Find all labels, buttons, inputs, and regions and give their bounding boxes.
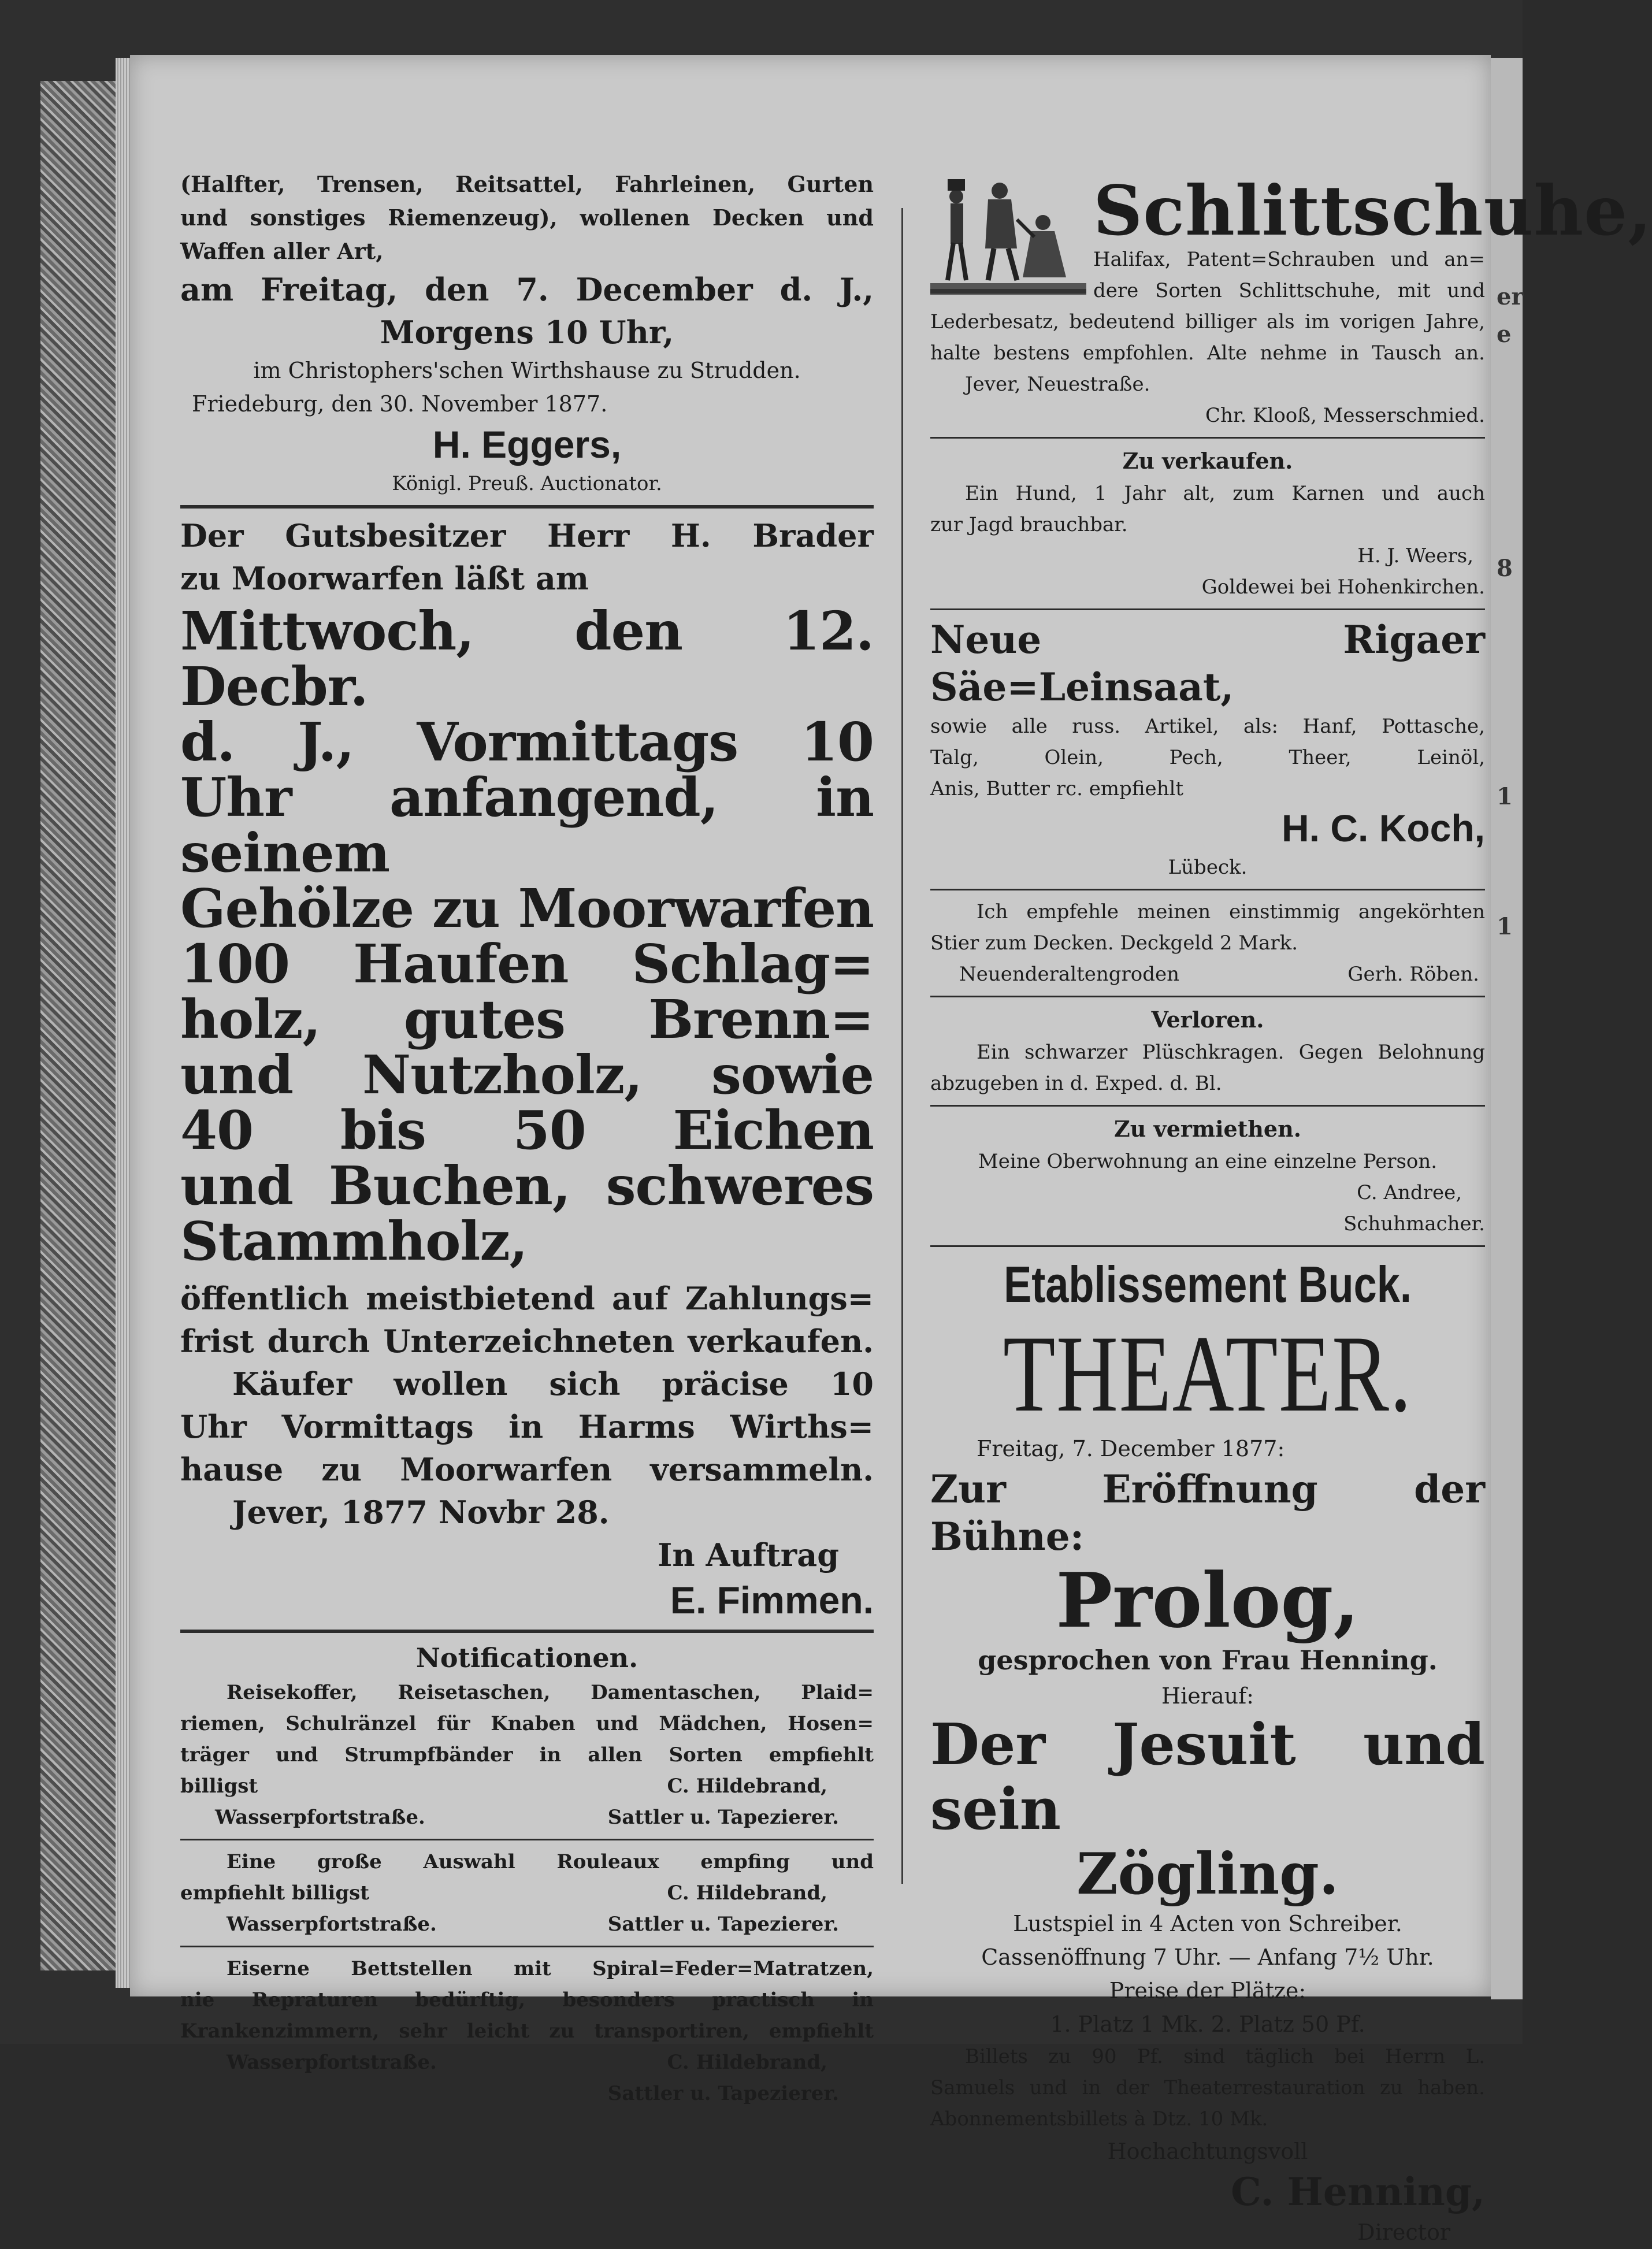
ad-line: abzugeben in d. Exped. d. Bl. <box>930 1072 1222 1095</box>
prices-heading: Preise der Plätze: <box>1109 1978 1306 2003</box>
auctioneer-title: Königl. Preuß. Auctionator. <box>392 472 662 495</box>
merchant-name: C. Hildebrand, <box>667 2051 827 2074</box>
performance-date: Freitag, 7. December 1877: <box>977 1436 1285 1461</box>
ad-skates <box>930 168 1652 431</box>
establishment-name: Etablissement Buck. <box>1004 1256 1412 1313</box>
ad-line: Stier zum Decken. Deckgeld 2 Mark. <box>930 931 1298 955</box>
ad-line: riemen, Schulränzel für Knaben und Mädchen, Hosen= <box>180 1712 874 1735</box>
ad-line: halte bestens empfohlen. Alte nehme in Tausch an. <box>930 342 1485 365</box>
dateline: Jever, 1877 Novbr 28. <box>232 1494 610 1531</box>
prolog-title: Prolog, <box>1056 1556 1360 1645</box>
ad-hildebrand-1 <box>180 1677 874 1833</box>
ad-big-line: 40 bis 50 Eichen <box>180 1099 874 1161</box>
ad-line: Talg, Olein, Pech, Theer, Leinöl, <box>930 746 1485 769</box>
ad-title: Schlittschuhe, <box>1093 170 1652 251</box>
auction-brader <box>180 514 874 1624</box>
ad-line: Eiserne Bettstellen mit Spiral=Feder=Matratzen, <box>227 1957 874 1980</box>
ad-rule <box>180 1946 874 1947</box>
play-title: Zögling. <box>1076 1841 1339 1907</box>
adjacent-page-edge <box>1491 58 1523 1999</box>
ad-line: Lederbesatz, bedeutend billiger als im vorigen Jahre, <box>930 310 1485 333</box>
ad-line: Halifax, Patent=Schrauben und an= <box>1093 248 1485 271</box>
auction-place: im Christophers'schen Wirthshause zu Strudden. <box>253 358 801 383</box>
skaters-illustration-icon <box>930 168 1086 300</box>
merchant-address: Wasserpfortstraße. <box>227 1913 437 1936</box>
ad-big-line: Mittwoch, den 12. Decbr. <box>180 600 874 718</box>
ad-big-line: Gehölze zu Moorwarfen <box>180 877 874 940</box>
ad-line: Ein Hund, 1 Jahr alt, zum Karnen und auch <box>965 482 1485 505</box>
merchant-name: C. Andree, <box>1357 1181 1462 1204</box>
play-genre: Lustspiel in 4 Acten von Schreiber. <box>1013 1911 1402 1936</box>
ad-line: und sonstiges Riemenzeug), wollenen Decken und <box>180 205 874 231</box>
merchant-name: Gerh. Röben. <box>1347 963 1479 986</box>
ad-line: Anis, Butter rc. empfiehlt <box>930 777 1184 800</box>
merchant-trade: Sattler u. Tapezierer. <box>607 2082 839 2105</box>
ad-place: Jever, Neuestraße. <box>965 373 1150 396</box>
merchant-trade: Sattler u. Tapezierer. <box>607 1913 839 1936</box>
ad-place: Lübeck. <box>1168 856 1248 879</box>
ad-line: Eine große Auswahl Rouleaux empfing und <box>227 1850 874 1873</box>
ad-line: nie Repraturen bedürftig, besonders practisch in <box>180 1988 874 2012</box>
ad-rule <box>930 1245 1485 1247</box>
ad-place: Neuenderaltengroden <box>959 963 1180 986</box>
theater-title: THEATER. <box>1003 1313 1413 1435</box>
merchant-address: Wasserpfortstraße. <box>215 1806 425 1829</box>
edge-glyph: e <box>1497 321 1512 348</box>
ad-line: empfiehlt billigst <box>180 1881 369 1905</box>
auction-date: am Freitag, den 7. December d. J., <box>180 271 874 308</box>
ad-line: Käufer wollen sich präcise 10 <box>232 1365 874 1402</box>
auction-time: Morgens 10 Uhr, <box>380 314 674 351</box>
ad-line: Meine Oberwohnung an eine einzelne Person. <box>978 1150 1438 1173</box>
merchant-trade: Schuhmacher. <box>1343 1212 1485 1235</box>
ad-big-line: holz, gutes Brenn= <box>180 988 874 1051</box>
ticket-info: Abonnementsbillets à Dtz. 10 Mk. <box>930 2107 1268 2131</box>
edge-glyph: 1 <box>1497 913 1513 940</box>
auction-eggers <box>180 168 874 499</box>
ad-theater <box>930 1253 1485 2249</box>
prices: 1. Platz 1 Mk. 2. Platz 50 Pf. <box>1050 2012 1365 2037</box>
ticket-info: Billets zu 90 Pf. sind täglich bei Herrn L. <box>965 2045 1485 2068</box>
ad-big-line: und Nutzholz, sowie <box>180 1044 874 1106</box>
ad-heading: Zu vermiethen. <box>1114 1116 1301 1142</box>
merchant-name: H. J. Weers, <box>1357 544 1473 567</box>
merchant-name: C. Hildebrand, <box>667 1775 827 1798</box>
ad-line: hause zu Moorwarfen versammeln. <box>180 1451 874 1488</box>
edge-glyph: er <box>1497 283 1524 310</box>
ad-forsale <box>930 444 1485 603</box>
section-rule <box>180 1630 874 1633</box>
ad-big-line: Uhr anfangend, in seinem <box>180 766 874 884</box>
edge-glyph: 1 <box>1497 783 1513 810</box>
ad-bull <box>930 896 1485 990</box>
ad-hildebrand-2 <box>180 1846 874 1940</box>
ad-line: Ein schwarzer Plüschkragen. Gegen Belohnung <box>977 1041 1485 1064</box>
door-times: Cassenöffnung 7 Uhr. — Anfang 7½ Uhr. <box>981 1944 1434 1970</box>
ad-rule <box>930 889 1485 890</box>
ad-heading: Verloren. <box>1151 1007 1264 1033</box>
ad-line: billigst <box>180 1775 258 1798</box>
ad-rule <box>930 996 1485 997</box>
director-title: Director <box>1357 2220 1450 2245</box>
right-column <box>930 168 1652 2249</box>
ad-title: Neue Rigaer Säe=Leinsaat, <box>930 617 1485 710</box>
ad-heading: Zu verkaufen. <box>1122 448 1293 474</box>
ad-linseed <box>930 616 1485 883</box>
ad-line: Uhr Vormittags in Harms Wirths= <box>180 1408 874 1445</box>
left-column <box>180 168 874 2109</box>
ad-hildebrand-3 <box>180 1953 874 2109</box>
merchant-trade: Sattler u. Tapezierer. <box>607 1806 839 1829</box>
ad-line: Waffen aller Art, <box>180 238 384 264</box>
ad-line: öffentlich meistbietend auf Zahlungs= <box>180 1280 874 1317</box>
director-name: C. Henning, <box>1231 2169 1485 2214</box>
dateline: Friedeburg, den 30. November 1877. <box>192 391 608 417</box>
ad-rule <box>930 608 1485 610</box>
ad-rule <box>930 437 1485 439</box>
ad-intro: zu Moorwarfen läßt am <box>180 560 589 597</box>
regards: Hochachtungsvoll <box>1107 2139 1308 2164</box>
ad-line: (Halfter, Trensen, Reitsattel, Fahrleinen, Gurten <box>180 171 874 197</box>
commission: In Auftrag <box>658 1537 839 1573</box>
ad-line: dere Sorten Schlittschuhe, mit und <box>1093 279 1485 302</box>
ad-lost <box>930 1003 1485 1099</box>
merchant-name: H. C. Koch, <box>1281 807 1485 849</box>
ad-line: träger und Strumpfbänder in allen Sorten empfiehlt <box>180 1743 874 1766</box>
ad-rent <box>930 1112 1485 1239</box>
ad-line: Reisekoffer, Reisetaschen, Damentaschen, Plaid= <box>227 1681 874 1704</box>
play-title: Der Jesuit und sein <box>930 1712 1485 1843</box>
ad-big-line: Stammholz, <box>180 1210 528 1272</box>
ad-line: Ich empfehle meinen einstimmig angekörhten <box>977 900 1485 923</box>
ad-big-line: 100 Haufen Schlag= <box>180 933 874 995</box>
notices-section <box>180 1639 874 2109</box>
opening-line: Zur Eröffnung der Bühne: <box>930 1467 1485 1559</box>
spoken-by: gesprochen von Frau Henning. <box>978 1645 1438 1676</box>
ad-line: zur Jagd brauchbar. <box>930 513 1128 536</box>
signer-name: E. Fimmen. <box>670 1579 874 1621</box>
ad-rule <box>180 1839 874 1840</box>
merchant-address: Wasserpfortstraße. <box>227 2051 437 2074</box>
ad-big-line: und Buchen, schweres <box>180 1155 874 1217</box>
ad-line: frist durch Unterzeichneten verkaufen. <box>180 1323 874 1360</box>
section-heading: Notificationen. <box>415 1642 638 1673</box>
column-divider <box>901 208 903 1884</box>
ad-place: Goldewei bei Hohenkirchen. <box>1201 576 1485 599</box>
ad-line: sowie alle russ. Artikel, als: Hanf, Pottasche, <box>930 715 1485 738</box>
ad-intro: Der Gutsbesitzer Herr H. Brader <box>180 517 874 554</box>
merchant-name: C. Hildebrand, <box>667 1881 827 1905</box>
then-label: Hierauf: <box>1161 1683 1254 1709</box>
auctioneer-name: H. Eggers, <box>432 423 622 466</box>
section-rule <box>180 505 874 509</box>
book-cover-marbled <box>40 81 124 1970</box>
merchant-name: Chr. Klooß, Messerschmied. <box>1205 404 1485 427</box>
edge-glyph: 8 <box>1497 555 1513 582</box>
ad-line: Krankenzimmern, sehr leicht zu transportiren, empfiehlt <box>180 2020 874 2043</box>
ad-rule <box>930 1105 1485 1107</box>
ad-big-line: d. J., Vormittags 10 <box>180 711 874 773</box>
ticket-info: Samuels und in der Theaterrestauration zu haben. <box>930 2076 1485 2099</box>
